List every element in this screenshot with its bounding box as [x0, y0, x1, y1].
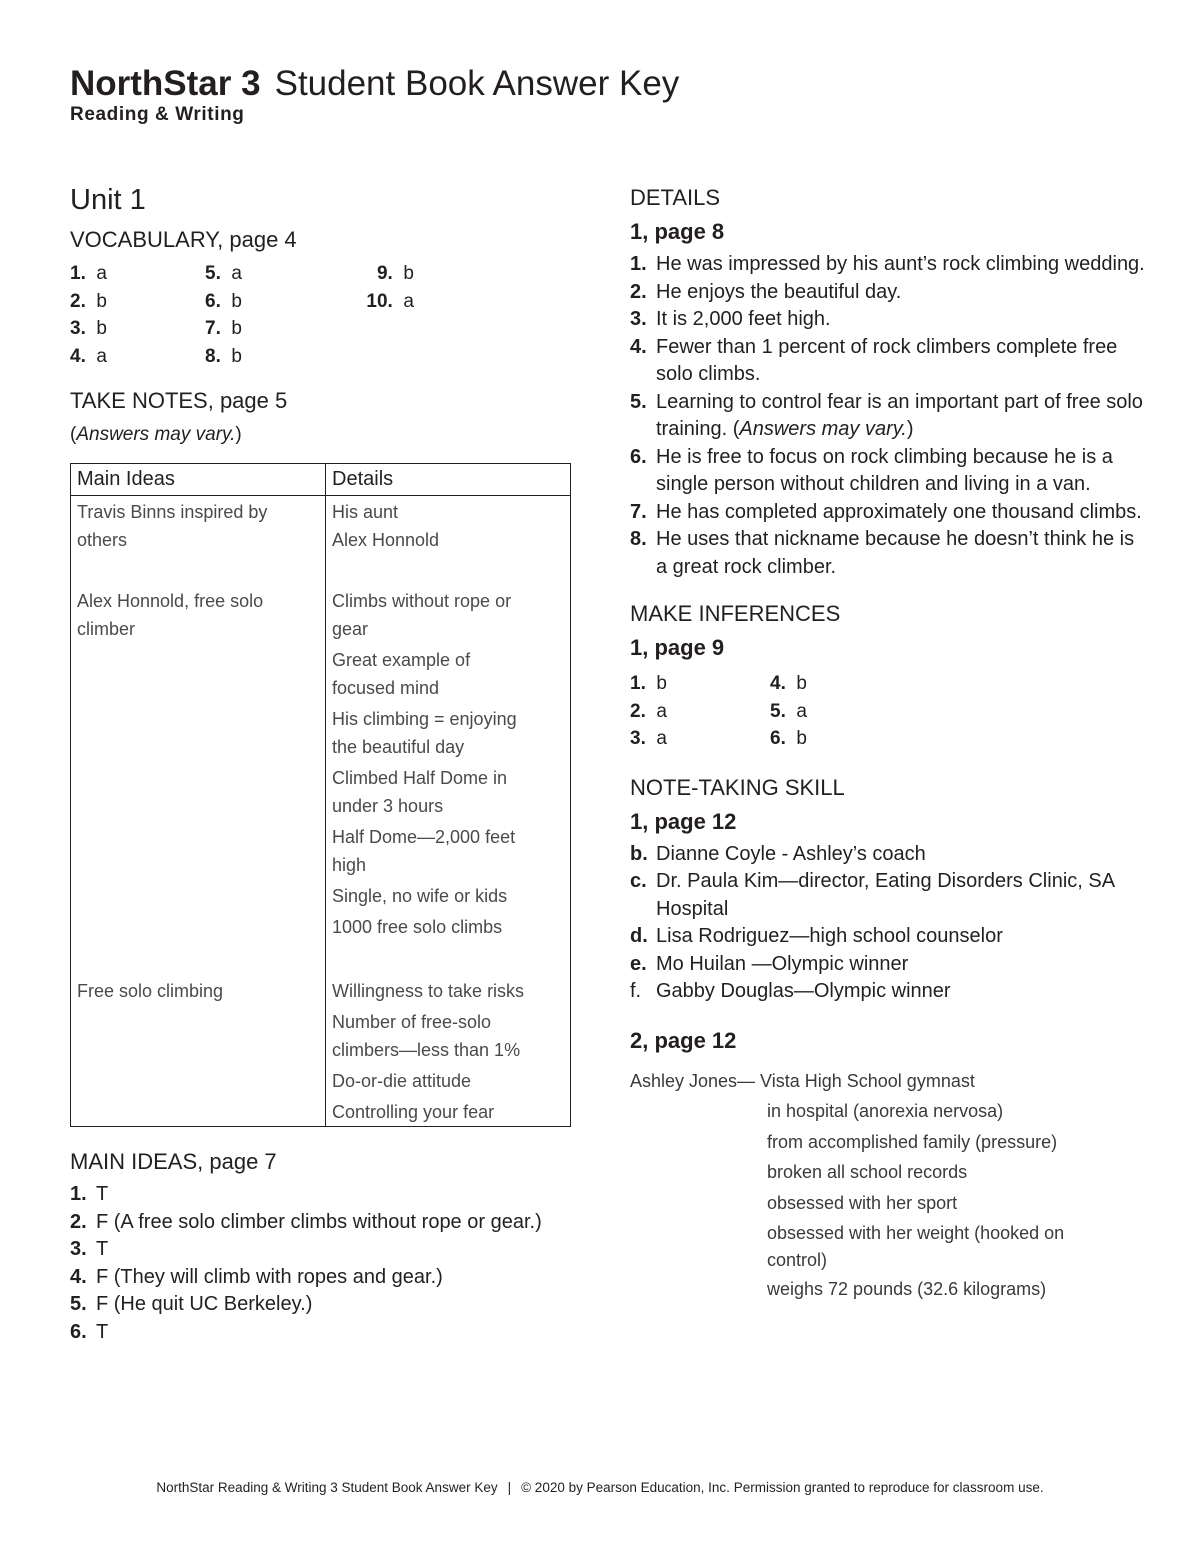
- answer-item: 9. b: [376, 263, 414, 284]
- document-title-text: Student Book Answer Key: [274, 64, 680, 103]
- table-row: [71, 977, 571, 1127]
- answer-item: 2. b: [70, 290, 107, 312]
- list-item: 6. T: [70, 1320, 109, 1343]
- brand-name: NorthStar 3: [70, 64, 261, 103]
- main-ideas-heading: MAIN IDEAS, page 7: [70, 1149, 277, 1174]
- answer-item: 1. b: [630, 673, 667, 694]
- notes-table: [70, 463, 571, 1127]
- page-footer: [0, 1480, 1200, 1495]
- answer-item: 2. a: [630, 700, 667, 722]
- take-notes-heading: TAKE NOTES, page 5: [70, 388, 288, 413]
- note-taking-subheading-1: 1, page 12: [630, 808, 737, 834]
- main-ideas-list: [70, 1181, 575, 1346]
- roster-line: from accomplished family (pressure): [767, 1131, 1058, 1152]
- answer-item: 3. b: [70, 318, 107, 339]
- make-inferences-subheading: 1, page 9: [630, 635, 725, 660]
- list-item: 3. It is 2,000 feet high.: [630, 308, 831, 330]
- note-taking-list: [630, 841, 1150, 1006]
- answer-item: 8. b: [205, 345, 242, 367]
- answer-item: 7. b: [205, 318, 242, 339]
- details-list: [630, 251, 1150, 581]
- list-item: 2. F (A free solo climber climbs without rope or gear.): [70, 1210, 542, 1233]
- answer-item: 10. a: [366, 290, 414, 312]
- list-item: d. Lisa Rodriguez—high school counselor: [630, 925, 1003, 947]
- answer-item: 6. b: [770, 728, 807, 749]
- roster-line: broken all school records: [767, 1162, 968, 1182]
- answer-item: 1. a: [70, 263, 107, 284]
- answer-item: 4. a: [70, 345, 107, 367]
- list-item: f. Gabby Douglas—Olympic winner: [630, 980, 951, 1002]
- answer-item: 4. b: [770, 673, 807, 694]
- details-cell: Willingness to take risks Number of free-solo climbers—less than 1% Do-or-die attitude Controlling your fear: [326, 977, 571, 1127]
- list-item: 4. F (They will climb with ropes and gear.): [70, 1265, 443, 1288]
- note-taking-heading: NOTE-TAKING SKILL: [630, 774, 845, 800]
- answer-item: 6. b: [205, 290, 242, 312]
- inferences-answers: [630, 670, 1150, 753]
- column-header-main-ideas: Main Ideas: [71, 464, 326, 496]
- right-column: [630, 180, 1150, 1305]
- main-idea-cell: Travis Binns inspired by others: [71, 496, 326, 588]
- document-title: [70, 64, 679, 104]
- list-item: e. Mo Huilan —Olympic winner: [630, 952, 909, 975]
- table-header-row: [71, 464, 571, 496]
- main-idea-cell: Alex Honnold, free solo climber: [71, 587, 326, 977]
- vocabulary-heading: VOCABULARY, page 4: [70, 227, 297, 252]
- column-header-details: Details: [326, 464, 571, 496]
- roster-line: Ashley Jones— Vista High School gymnast: [630, 1070, 975, 1091]
- list-item: 1. He was impressed by his aunt’s rock climbing wedding.: [630, 253, 1145, 275]
- answer-item: 5. a: [770, 700, 807, 722]
- roster-line: obsessed with her weight (hooked on control): [767, 1223, 1065, 1270]
- answer-item: 5. a: [205, 263, 242, 284]
- roster-line: weighs 72 pounds (32.6 kilograms): [767, 1279, 1047, 1299]
- left-column: [70, 180, 575, 1346]
- list-item: 3. T: [70, 1238, 109, 1260]
- details-heading: DETAILS: [630, 185, 721, 210]
- footer-separator: |: [507, 1480, 512, 1495]
- table-row: [71, 496, 571, 588]
- list-item: 2. He enjoys the beautiful day.: [630, 280, 902, 303]
- list-item: 1. T: [70, 1183, 109, 1205]
- roster-line: in hospital (anorexia nervosa): [767, 1101, 1004, 1121]
- unit-heading: Unit 1: [70, 184, 146, 216]
- roster-line: obsessed with her sport: [767, 1192, 958, 1213]
- list-item: 8. He uses that nickname because he doesn’t think he is a great rock climber.: [630, 528, 1135, 578]
- list-item: b. Dianne Coyle - Ashley’s coach: [630, 842, 926, 865]
- details-cell: His aunt Alex Honnold: [326, 496, 571, 588]
- footer-copyright: © 2020 by Pearson Education, Inc. Permission granted to reproduce for classroom use.: [521, 1480, 1044, 1495]
- footer-title: NorthStar Reading & Writing 3 Student Book Answer Key: [156, 1480, 498, 1495]
- list-item: 5. Learning to control fear is an important part of free solo training. (Answers may vary.): [630, 390, 1143, 440]
- take-notes-note: (Answers may vary.): [70, 424, 242, 445]
- answer-item: 3. a: [630, 728, 667, 749]
- make-inferences-heading: MAKE INFERENCES: [630, 601, 841, 626]
- list-item: 7. He has completed approximately one thousand climbs.: [630, 500, 1142, 523]
- list-item: 6. He is free to focus on rock climbing because he is a single person without children and living in a van.: [630, 445, 1113, 495]
- roster: [630, 1066, 1150, 1305]
- note-taking-subheading-2: 2, page 12: [630, 1027, 737, 1053]
- document-subtitle: Reading & Writing: [70, 104, 245, 125]
- table-row: [71, 587, 571, 977]
- main-idea-cell: Free solo climbing: [71, 977, 326, 1127]
- details-subheading: 1, page 8: [630, 219, 725, 244]
- vocabulary-answers: [70, 260, 575, 370]
- list-item: c. Dr. Paula Kim—director, Eating Disorders Clinic, SA Hospital: [630, 870, 1114, 920]
- details-cell: Climbs without rope or gear Great example of focused mind His climbing = enjoying the beautiful day Climbed Half Dome in under 3 hours Half Dome—2,000 feet high Single, no wife or kids 1000 free solo climbs: [326, 587, 571, 977]
- list-item: 5. F (He quit UC Berkeley.): [70, 1293, 313, 1315]
- list-item: 4. Fewer than 1 percent of rock climbers complete free solo climbs.: [630, 335, 1118, 385]
